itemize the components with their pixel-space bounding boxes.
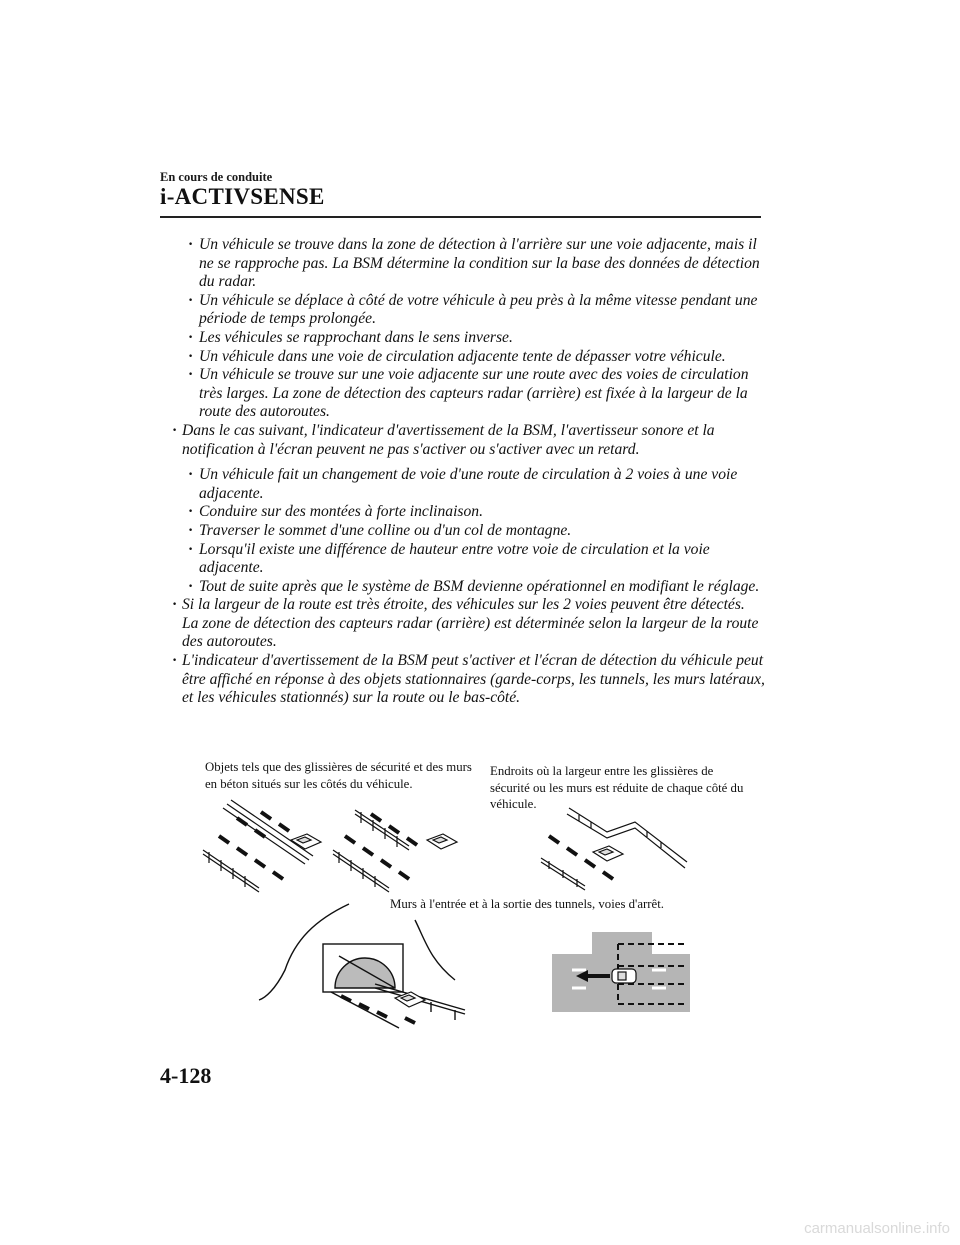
footer-watermark: carmanualsonline.info [804,1220,950,1237]
bullet-item: · Conduire sur des montées à forte inclinaison. [160,503,765,522]
illustration-narrow-road [535,806,695,894]
page-number: 4-128 [160,1063,212,1088]
body-text [160,236,765,708]
illustration-tunnel [255,900,470,1030]
bullet-item: · Un véhicule se déplace à côté de votre véhicule à peu près à la même vitesse pendant une période de temps prolongée. [160,292,765,329]
chapter-title: i-ACTIVSENSE [160,184,325,209]
illustration-guardrails [195,788,495,900]
bullet-item: · Un véhicule fait un changement de voie d'une route de circulation à 2 voies à une voie adjacente. [160,466,765,503]
illustration-stopping-lane [552,932,692,1014]
bullet-item: · Un véhicule dans une voie de circulation adjacente tente de dépasser votre véhicule. [160,348,765,367]
bullet-item: · Un véhicule se trouve sur une voie adjacente sur une route avec des voies de circulation très larges. La zone de détection des capteurs radar (arrière) est fixée à la largeur de la route des autoroutes. [160,366,765,422]
bullet-item: · Traverser le sommet d'une colline ou d'un col de montagne. [160,522,765,541]
bullet-item: · Les véhicules se rapprochant dans le sens inverse. [160,329,765,348]
caption-tunnels: Murs à l'entrée et à la sortie des tunnels, voies d'arrêt. [390,897,664,911]
caption-narrow-road: Endroits où la largeur entre les glissières de sécurité ou les murs est réduite de chaque côté du véhicule. [490,764,744,812]
bullet-item: · Tout de suite après que le système de BSM devienne opérationnel en modifiant le réglage. [160,578,765,597]
caption-guardrails: Objets tels que des glissières de sécurité et des murs en béton situés sur les côtés du véhicule. [205,760,472,791]
header-rule [160,216,761,218]
bullet-item: · Lorsqu'il existe une différence de hauteur entre votre voie de circulation et la voie adjacente. [160,541,765,578]
bullet-item: · Un véhicule se trouve dans la zone de détection à l'arrière sur une voie adjacente, mais il ne se rapproche pas. La BSM détermine la condition sur la base des données de détection du radar. [160,236,765,292]
bullet-item: · Si la largeur de la route est très étroite, des véhicules sur les 2 voies peuvent être détectés. La zone de détection des capteurs radar (arrière) est déterminée selon la largeur de la route des autoroutes. [160,596,765,652]
bullet-item: · L'indicateur d'avertissement de la BSM peut s'activer et l'écran de détection du véhicule peut être affiché en réponse à des objets stationnaires (garde-corps, les tunnels, les murs latéraux, et les véhicules stationnés) sur la route ou le bas-côté. [160,652,765,708]
bullet-item: · Dans le cas suivant, l'indicateur d'avertissement de la BSM, l'avertisseur sonore et la notification à l'écran peuvent ne pas s'activer ou s'activer avec un retard. [160,422,765,459]
section-label: En cours de conduite [160,170,273,184]
